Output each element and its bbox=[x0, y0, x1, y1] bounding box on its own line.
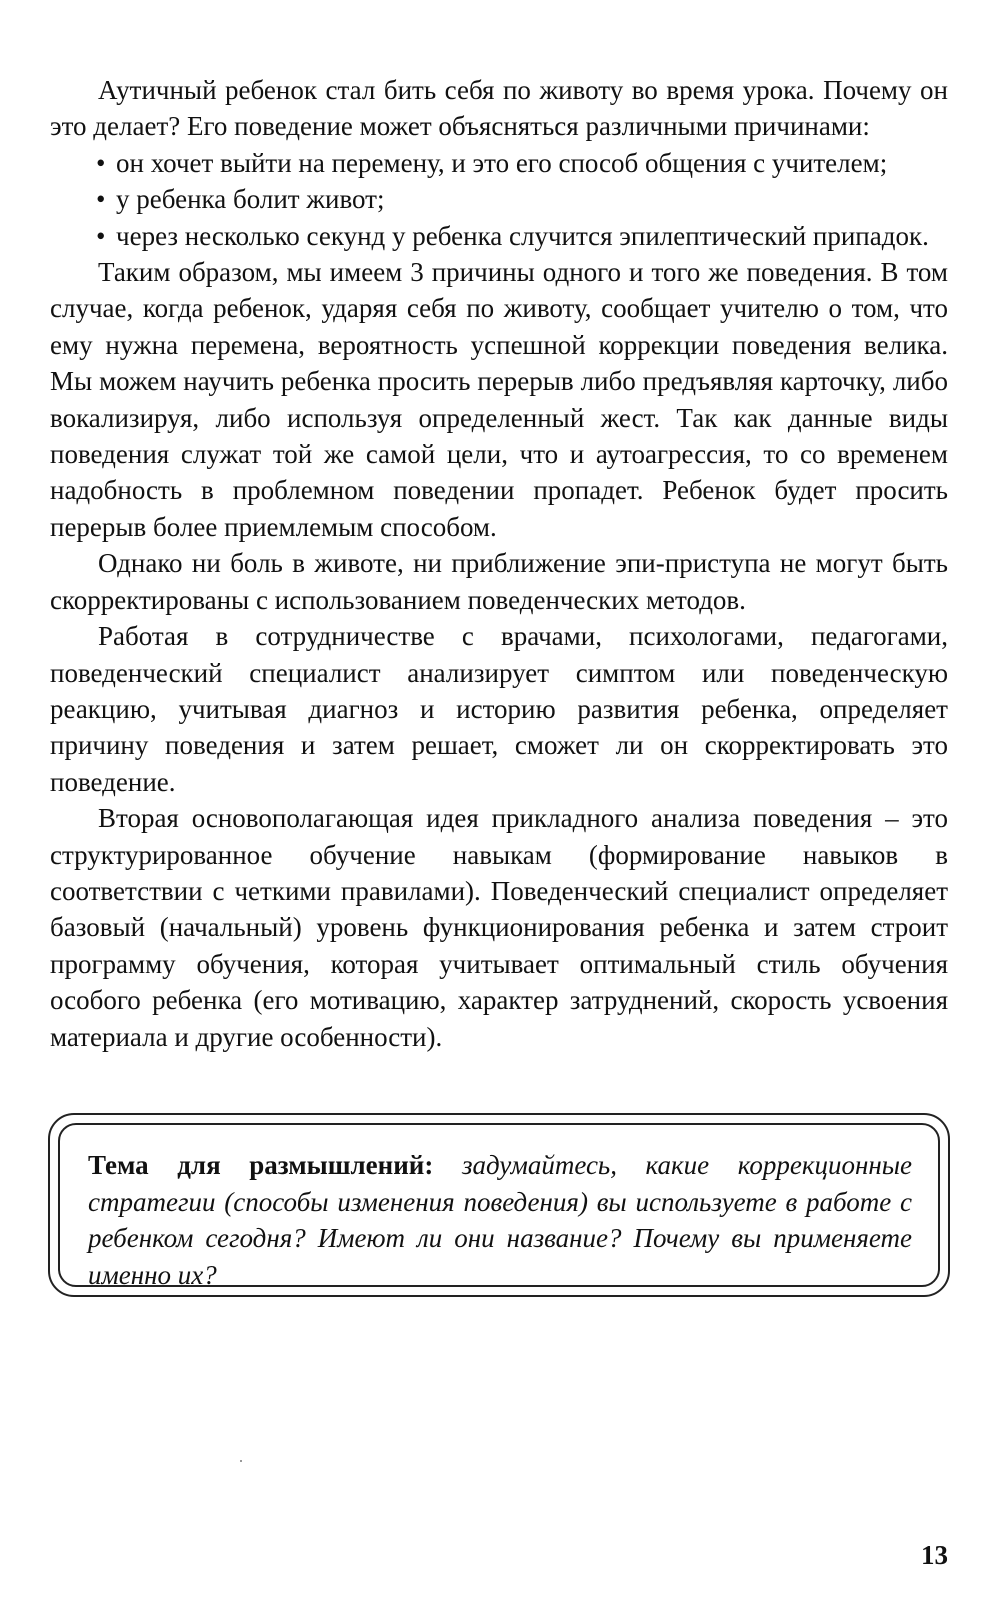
paragraph-intro: Аутичный ребенок стал бить себя по животу во время урока. Почему он это делает? Его поведение может объясняться различными причинами: bbox=[50, 75, 948, 142]
list-item bbox=[96, 145, 948, 181]
bullet-icon: • bbox=[96, 220, 106, 251]
scan-speck bbox=[240, 1460, 242, 1462]
list-item-text: через несколько секунд у ребенка случится эпилептический припадок. bbox=[116, 220, 929, 251]
bullet-icon: • bbox=[96, 147, 106, 178]
page-number: 13 bbox=[921, 1540, 948, 1570]
reflection-box-inner bbox=[58, 1123, 940, 1290]
list-item bbox=[96, 218, 948, 254]
paragraph-cooperation: Работая в сотрудничестве с врачами, психологами, педагогами, поведенческий специалист анализирует симптом или поведенческую реакцию, учитывая диагноз и историю развития ребенка, определяет причину поведения и затем решает, сможет ли он скорректировать это поведение. bbox=[50, 621, 948, 797]
causes-list bbox=[50, 145, 948, 254]
paragraph-pain-seizure: Однако ни боль в животе, ни приближение эпи-приступа не могут быть скорректированы с использованием поведенческих методов. bbox=[50, 548, 948, 615]
paragraph-three-causes: Таким образом, мы имеем 3 причины одного и того же поведения. В том случае, когда ребенок, ударяя себя по животу, сообщает учителю о том, что ему нужна перемена, вероятность успешной коррекции поведения велика. Мы можем научить ребенка просить перерыв либо предъявляя карточку, либо вокализируя, либо используя определенный жест. Так как данные виды поведения служат той же самой цели, что и аутоагрессия, то со временем надобность в проблемном поведении пропадет. Ребенок будет просить перерыв более приемлемым способом. bbox=[50, 257, 948, 542]
list-item bbox=[96, 181, 948, 217]
reflection-box bbox=[48, 1113, 950, 1297]
reflection-label: Тема для размышлений: bbox=[88, 1150, 434, 1180]
paragraph-structured-learning: Вторая основополагающая идея прикладного анализа поведения – это структурированное обучение навыкам (формирование навыков в соответствии с четкими правилами). Поведенческий специалист определяет базовый (начальный) уровень функционирования ребенка и затем строит программу обучения, которая учитывает оптимальный стиль обучения особого ребенка (его мотивацию, характер затруднений, скорость усвоения материала и другие особенности). bbox=[50, 803, 948, 1052]
reflection-body: задумайтесь, какие коррекционные стратегии (способы изменения поведения) вы используете в работе с ребенком сегодня? Имеют ли они название? Почему вы применяете именно их? bbox=[88, 1150, 913, 1290]
page-content bbox=[50, 72, 948, 1055]
list-item-text: он хочет выйти на перемену, и это его способ общения с учителем; bbox=[116, 147, 888, 178]
bullet-icon: • bbox=[96, 184, 106, 215]
reflection-text bbox=[88, 1147, 912, 1293]
list-item-text: у ребенка болит живот; bbox=[116, 184, 385, 215]
